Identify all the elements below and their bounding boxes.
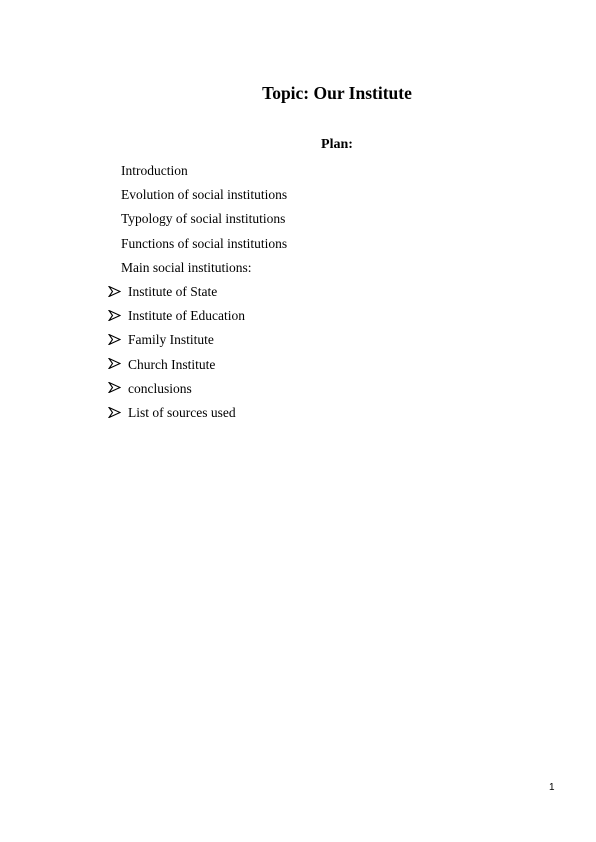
plan-item-typology: Typology of social institutions bbox=[121, 211, 286, 227]
page-title: Topic: Our Institute bbox=[262, 83, 412, 103]
bullet-item-label: Church Institute bbox=[128, 356, 216, 372]
bullet-item-sources bbox=[108, 401, 245, 425]
arrowhead-bullet-icon bbox=[108, 382, 121, 393]
bullet-item-label: Institute of Education bbox=[128, 308, 245, 324]
plan-heading: Plan: bbox=[321, 137, 353, 152]
plan-item-functions: Functions of social institutions bbox=[121, 235, 288, 251]
plan-item-main-institutions: Main social institutions: bbox=[121, 259, 252, 275]
bullet-item-family bbox=[108, 328, 245, 352]
plan-item-evolution: Evolution of social institutions bbox=[121, 187, 288, 203]
bullet-item-label: conclusions bbox=[128, 380, 192, 396]
arrowhead-bullet-icon bbox=[108, 358, 121, 369]
plan-list bbox=[121, 159, 287, 280]
bullet-item-state bbox=[108, 280, 245, 304]
institutions-bullet-list bbox=[108, 280, 245, 425]
arrowhead-bullet-icon bbox=[108, 286, 121, 297]
arrowhead-bullet-icon bbox=[108, 334, 121, 345]
arrowhead-bullet-icon bbox=[108, 407, 121, 418]
bullet-item-education bbox=[108, 304, 245, 328]
bullet-item-label: List of sources used bbox=[128, 404, 236, 420]
bullet-item-church bbox=[108, 353, 245, 377]
bullet-item-conclusions bbox=[108, 377, 245, 401]
bullet-item-label: Family Institute bbox=[128, 332, 214, 348]
page-number: 1 bbox=[549, 782, 555, 793]
plan-item-introduction: Introduction bbox=[121, 163, 188, 178]
bullet-item-label: Institute of State bbox=[128, 284, 218, 299]
arrowhead-bullet-icon bbox=[108, 310, 121, 321]
